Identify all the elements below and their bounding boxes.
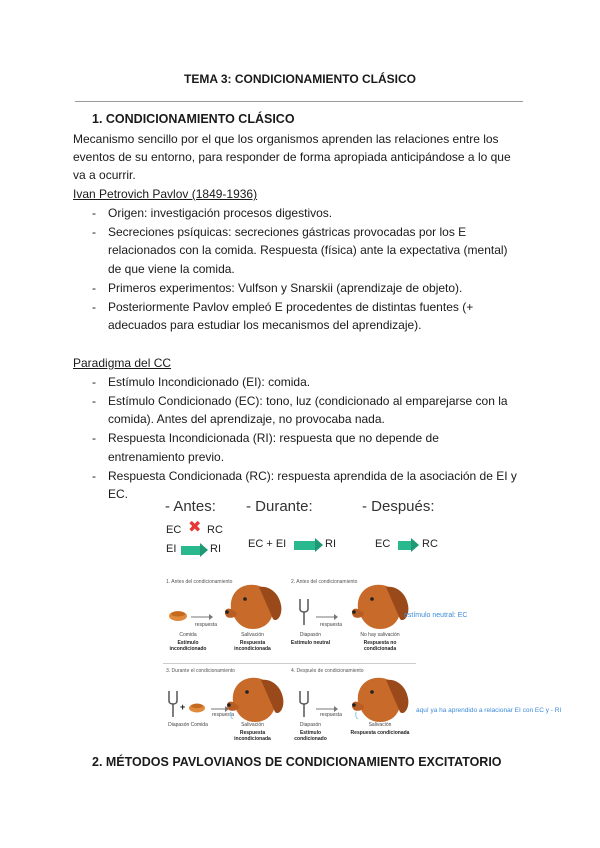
resp-type: Respuesta incondicionada — [234, 730, 271, 742]
stim-label: Diapasón — [299, 722, 322, 728]
tuning-fork-icon — [298, 599, 310, 625]
panel-2 — [288, 577, 416, 659]
phase-durante: - Durante: — [246, 498, 313, 515]
annotation-note-2: aquí ya ha aprendido a relacionar EI con EC y - RI — [416, 707, 562, 714]
list-item: - Respuesta Incondicionada (RI): respuesta que no depende de entrenamiento previo. — [92, 429, 517, 466]
saliva-label: Salivación — [368, 722, 392, 728]
title-divider — [75, 101, 523, 102]
panel-title: 4. Después de condicionamiento — [291, 668, 364, 674]
phase-antes: - Antes: — [165, 498, 216, 515]
phase-despues: - Después: — [362, 498, 435, 515]
pavlov-list — [92, 204, 517, 335]
resp-type: Respuesta condicionada — [350, 730, 410, 736]
despues-rc: RC — [422, 538, 438, 550]
resp-label: respuesta — [212, 712, 234, 718]
dog-icon — [350, 672, 412, 724]
antes-ri: RI — [210, 543, 221, 555]
section-2-heading: 2. MÉTODOS PAVLOVIANOS DE CONDICIONAMIENTO EXCITATORIO — [92, 755, 502, 769]
despues-ec: EC — [375, 538, 391, 550]
list-item: - Estímulo Incondicionado (EI): comida. — [92, 373, 517, 392]
tuning-fork-icon — [167, 691, 179, 717]
panel-title: 3. Durante el condicionamiento — [166, 668, 235, 674]
list-item: - Origen: investigación procesos digestivos. — [92, 204, 517, 223]
arrow-icon — [181, 546, 201, 555]
food-bowl-icon — [188, 702, 206, 713]
resp-label: respuesta — [320, 622, 342, 628]
arrow-icon — [294, 541, 316, 550]
resp-label: respuesta — [195, 622, 217, 628]
panel-title: 2. Antes del condicionamiento — [291, 579, 358, 585]
saliva-label: No hay salivación — [360, 632, 400, 638]
intro-line-3: va a ocurrir. — [73, 168, 136, 182]
food-bowl-icon — [168, 610, 188, 622]
arrow-icon — [316, 614, 338, 620]
stim-label: Diapasón — [299, 632, 322, 638]
arrow-icon — [398, 541, 412, 550]
paradigm-heading: Paradigma del CC — [73, 356, 172, 370]
stim-type: Estímulo incondicionado — [169, 640, 207, 652]
list-item: - Posteriormente Pavlov empleó E procedentes de distintas fuentes (+ adecuados para estudiar los mecanismos del aprendizaje). — [92, 298, 517, 335]
annotation-note-1: estímulo neutral: EC — [404, 612, 468, 619]
pavlov-heading: Ivan Petrovich Pavlov (1849-1936) — [73, 187, 258, 201]
stim-label: Comida — [179, 632, 197, 638]
panel-4 — [288, 663, 416, 750]
paradigm-list — [92, 373, 517, 504]
saliva-label: Salivación — [241, 722, 264, 728]
dog-icon — [225, 672, 287, 724]
saliva-label: Salivación — [241, 632, 264, 638]
dog-icon — [223, 579, 285, 631]
antes-ec: EC — [166, 524, 182, 536]
list-item: - Respuesta Condicionada (RC): respuesta aprendida de la asociación de EI y EC. — [92, 467, 517, 504]
stim-type: Estímulo condicionado — [294, 730, 327, 742]
intro-line-1: Mecanismo sencillo por el que los organismos aprenden las relaciones entre los — [73, 132, 499, 146]
resp-type: Respuesta no condicionada — [363, 640, 397, 652]
page-title: TEMA 3: CONDICIONAMIENTO CLÁSICO — [183, 72, 416, 86]
stim-type: Estímulo neutral — [290, 640, 331, 646]
list-item: - Secreciones psíquicas: secreciones gástricas provocadas por los E relacionados con la comida. Respuesta (física) ante la expectativa (mental) de que viene la comida. — [92, 223, 517, 279]
panel-1 — [163, 577, 288, 659]
panel-3 — [163, 663, 288, 750]
resp-label: respuesta — [320, 712, 342, 718]
resp-type: Respuesta incondicionada — [234, 640, 271, 652]
durante-ri: RI — [325, 538, 336, 550]
dog-icon — [350, 579, 412, 631]
plus-icon: + — [180, 702, 186, 712]
cross-icon: ✖ — [188, 519, 202, 536]
arrow-icon — [191, 614, 213, 620]
durante-ec-ei: EC + EI — [248, 538, 287, 550]
panel-title: 1. Antes del condicionamiento — [166, 579, 233, 585]
list-item: - Primeros experimentos: Vulfson y Snarskii (aprendizaje de objeto). — [92, 279, 517, 298]
antes-rc: RC — [207, 524, 223, 536]
intro-line-2: eventos de su entorno, para responder de forma apropiada anticipándose a lo que — [73, 150, 511, 164]
list-item: - Estímulo Condicionado (EC): tono, luz (condicionado al emparejarse con la comida). Antes del aprendizaje, no provocaba nada. — [92, 392, 517, 429]
stim-label: Diapasón Comida — [168, 722, 208, 728]
antes-ei: EI — [166, 543, 177, 555]
section-1-heading: 1. CONDICIONAMIENTO CLÁSICO — [92, 112, 295, 126]
tuning-fork-icon — [298, 691, 310, 717]
